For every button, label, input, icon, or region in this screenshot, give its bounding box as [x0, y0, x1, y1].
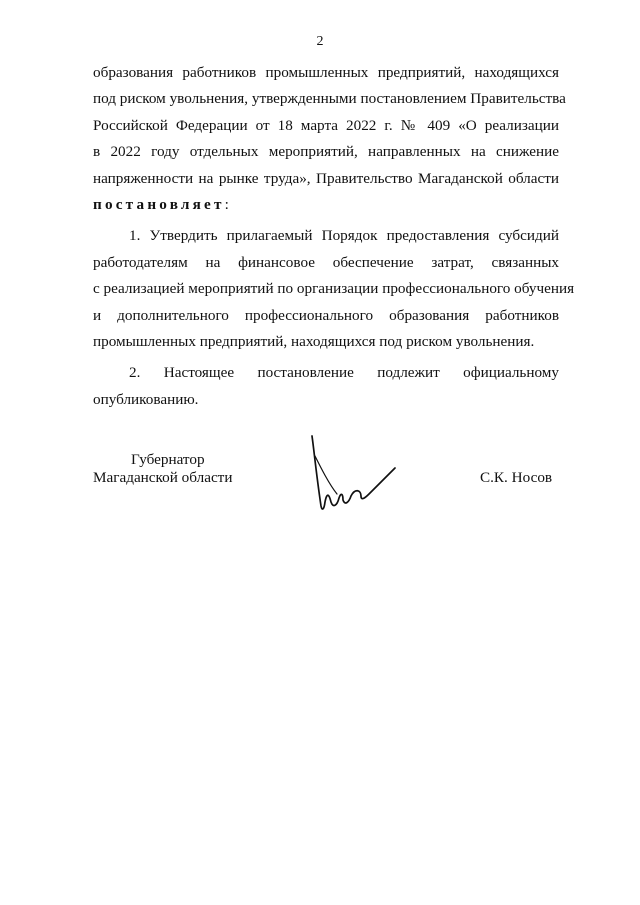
- item-2-paragraph: [93, 360, 559, 413]
- text-line: опубликованию.: [93, 390, 199, 408]
- item-1-paragraph: [93, 223, 575, 355]
- text-line: образования работников промышленных предприятий, находящихся: [93, 64, 559, 81]
- text-line: 2. Настоящее постановление подлежит официальному: [129, 364, 559, 382]
- text-line: промышленных предприятий, находящихся под риском увольнения.: [93, 332, 535, 350]
- text-line: под риском увольнения, утвержденными постановлением Правительства: [93, 90, 566, 108]
- text-line: и дополнительного профессионального образования работников: [93, 306, 559, 324]
- decree-colon: :: [224, 195, 229, 213]
- intro-paragraph: [93, 60, 566, 218]
- text-line: 1. Утвердить прилагаемый Порядок предоставления субсидий: [129, 227, 559, 245]
- handwritten-signature: [303, 432, 403, 522]
- position-line-1: Губернатор: [131, 451, 205, 468]
- decree-line: [93, 192, 559, 218]
- text-line: напряженности на рынке труда», Правительство Магаданской области: [93, 169, 559, 187]
- position-line-2: Магаданской области: [93, 469, 233, 486]
- page-number: 2: [316, 34, 324, 49]
- text-line: с реализацией мероприятий по организации профессионального обучения: [93, 280, 575, 298]
- signatory-position: [93, 451, 232, 487]
- text-line: в 2022 году отдельных мероприятий, направленных на снижение: [93, 143, 559, 161]
- signatory-name: С.К. Носов: [480, 469, 553, 486]
- decree-word: постановляет: [93, 195, 225, 213]
- text-line: Российской Федерации от 18 марта 2022 г. № 409 «О реализации: [93, 116, 559, 134]
- text-line: работодателям на финансовое обеспечение затрат, связанных: [93, 253, 559, 271]
- document-body: [93, 60, 575, 413]
